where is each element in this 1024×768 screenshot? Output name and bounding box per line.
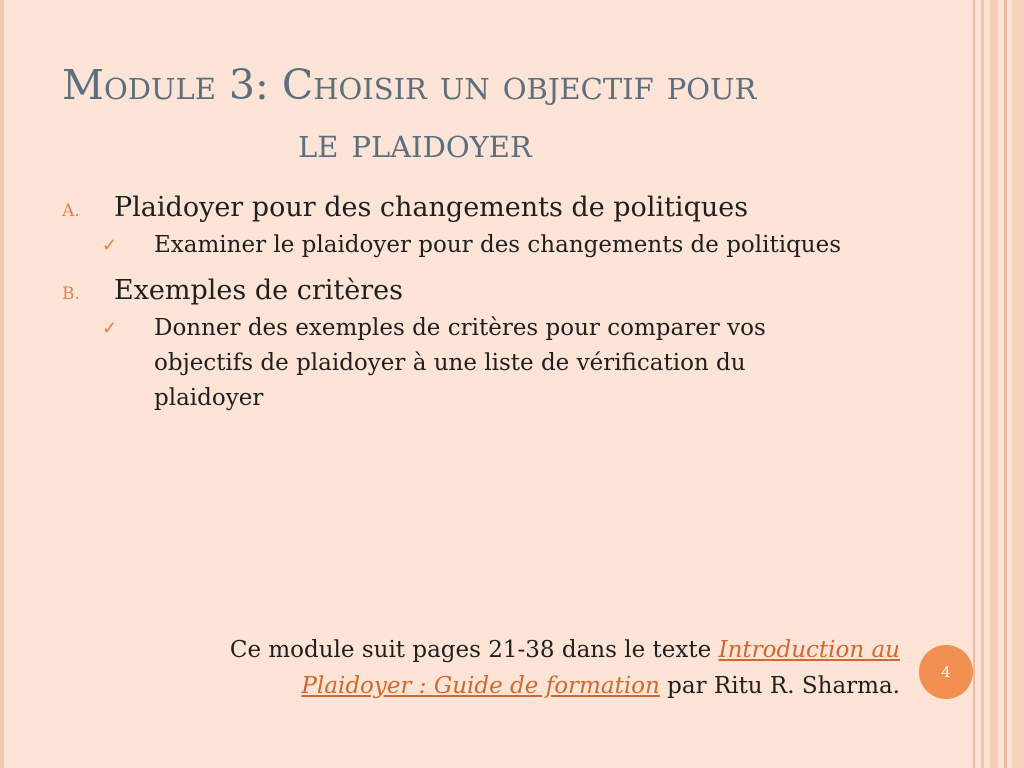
citation-suffix: par Ritu R. Sharma.	[659, 673, 900, 699]
section-heading-text: Plaidoyer pour des changements de politiques	[114, 192, 749, 223]
section-heading-text: Exemples de critères	[114, 275, 403, 306]
slide-title	[62, 56, 882, 172]
section-bullet-text: Donner des exemples de critères pour comparer vos objectifs de plaidoyer à une liste de vérification du plaidoyer	[154, 315, 766, 411]
slide-body	[62, 188, 862, 424]
section-bullet	[62, 228, 862, 263]
frame-right-line	[1004, 0, 1007, 768]
section-heading	[62, 271, 862, 311]
section-bullet-text: Examiner le plaidoyer pour des changements de politiques	[154, 232, 842, 258]
section-bullet	[62, 311, 862, 416]
citation-prefix: Ce module suit pages 21-38 dans le texte	[229, 637, 719, 663]
section-heading	[62, 188, 862, 228]
frame-right-line	[981, 0, 984, 768]
source-citation	[140, 632, 900, 704]
section-marker: A.	[62, 201, 80, 221]
section-marker: B.	[62, 284, 80, 304]
frame-right-line	[1012, 0, 1024, 768]
slide-title-line-1: Module 3: Choisir un objectif pour	[62, 61, 757, 109]
page-number: 4	[941, 663, 951, 681]
frame-left-border	[0, 0, 4, 768]
slide-title-line-2: le plaidoyer	[298, 119, 532, 167]
citation-book-link[interactable]: Introduction au Plaidoyer : Guide de formation	[301, 637, 900, 699]
checkmark-icon: ✓	[102, 318, 118, 339]
frame-right-line	[973, 0, 975, 768]
checkmark-icon: ✓	[102, 235, 118, 256]
page-number-badge	[919, 645, 973, 699]
frame-right-line	[990, 0, 998, 768]
